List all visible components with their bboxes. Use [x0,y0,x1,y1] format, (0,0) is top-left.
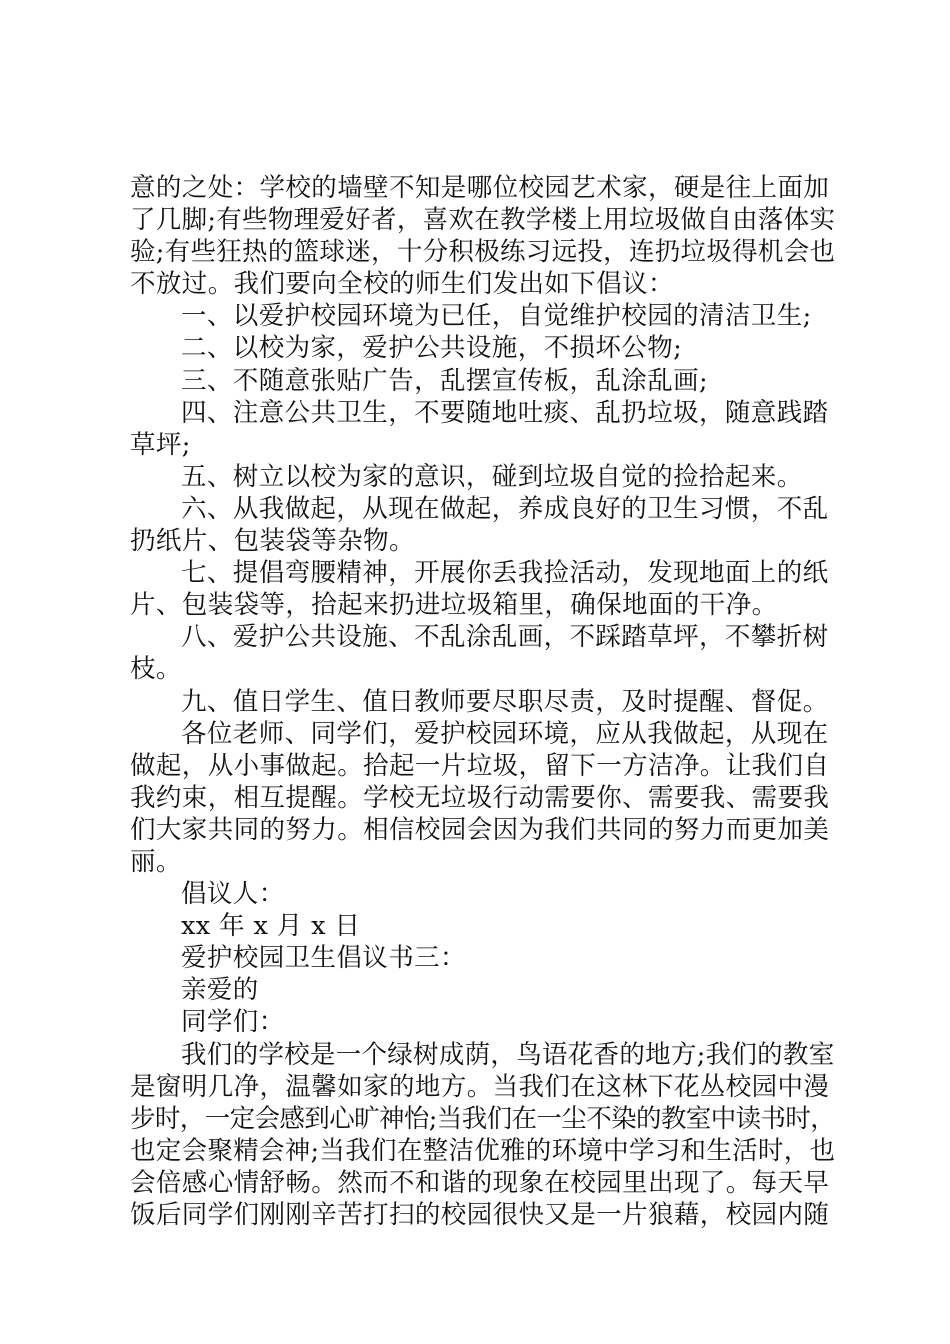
text-line: 五、树立以校为家的意识，碰到垃圾自觉的捡拾起来。 [181,461,803,492]
text-line: 扔纸片、包装袋等杂物。 [130,526,415,557]
text-line: 也定会聚精会神;当我们在整洁优雅的环境中学习和生活时，也 [130,1135,836,1166]
text-line: 一、以爱护校园环境为已任，自觉维护校园的清洁卫生; [181,301,812,332]
text-line: 同学们： [181,1007,285,1038]
text-line: 丽。 [130,846,182,877]
document-body [130,172,835,1231]
text-line: 六、从我做起，从现在做起，养成良好的卫生习惯，不乱 [181,493,829,524]
text-line: 爱护校园卫生倡议书三： [181,943,466,974]
text-line: 九、值日学生、值日教师要尽职尽责，及时提醒、督促。 [181,686,829,717]
text-line: 是窗明几净，温馨如家的地方。当我们在这林下花丛校园中漫 [130,1071,830,1102]
text-line: 四、注意公共卫生，不要随地吐痰、乱扔垃圾，随意践踏 [181,397,829,428]
text-line: xx 年 x 月 x 日 [181,911,361,942]
text-line: 二、以校为家，爱护公共设施，不损坏公物; [181,333,683,364]
text-line: 亲爱的 [181,975,259,1006]
text-line: 片、包装袋等，拾起来扔进垃圾箱里，确保地面的干净。 [130,590,778,621]
text-line: 八、爱护公共设施、不乱涂乱画，不踩踏草坪，不攀折树 [181,622,829,653]
text-line: 枝。 [130,654,182,685]
text-line: 验;有些狂热的篮球迷，十分积极练习远投，连扔垃圾得机会也 [130,237,836,268]
text-line: 我约束，相互提醒。学校无垃圾行动需要你、需要我、需要我 [130,782,830,813]
text-line: 七、提倡弯腰精神，开展你丢我捡活动，发现地面上的纸 [181,558,829,589]
text-line: 不放过。我们要向全校的师生们发出如下倡议： [130,269,674,300]
text-line: 各位老师、同学们，爱护校园环境，应从我做起，从现在 [181,718,829,749]
text-line: 倡议人： [181,879,285,910]
text-line: 草坪; [130,429,191,460]
text-line: 会倍感心情舒畅。然而不和谐的现象在校园里出现了。每天早 [130,1167,830,1198]
text-line: 做起，从小事做起。拾起一片垃圾，留下一方洁净。让我们自 [130,750,830,781]
text-line: 饭后同学们刚刚辛苦打扫的校园很快又是一片狼藉，校园内随 [130,1200,830,1230]
text-line: 我们的学校是一个绿树成荫，鸟语花香的地方;我们的教室 [181,1039,835,1070]
text-line: 意的之处：学校的墙壁不知是哪位校园艺术家，硬是往上面加 [130,173,830,203]
text-line: 三、不随意张贴广告，乱摆宣传板，乱涂乱画; [181,365,708,396]
text-line: 步时，一定会感到心旷神怡;当我们在一尘不染的教室中读书时， [130,1103,836,1134]
text-line: 们大家共同的努力。相信校园会因为我们共同的努力而更加美 [130,814,830,845]
text-line: 了几脚;有些物理爱好者，喜欢在教学楼上用垃圾做自由落体实 [130,205,836,236]
